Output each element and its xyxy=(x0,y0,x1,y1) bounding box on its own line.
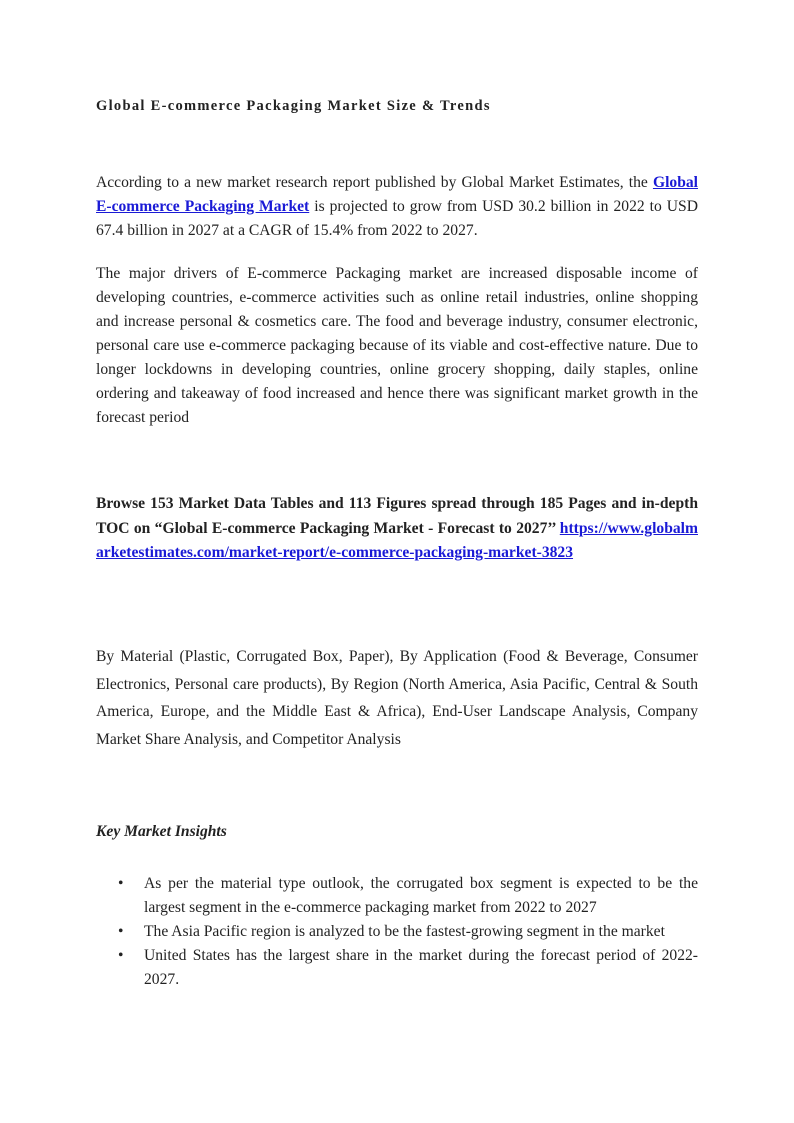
drivers-paragraph: The major drivers of E-commerce Packaging market are increased disposable income of developing countries, e-commerce activities such as online retail industries, online shopping and increase personal & cosmetics care. The food and beverage industry, consumer electronic, personal care use e-commerce packaging because of its viable and cost-effective nature. Due to longer lockdowns in developing countries, online grocery shopping, daily staples, online ordering and takeaway of food increased and hence there was significant market growth in the forecast period xyxy=(96,265,698,426)
bullet-icon: • xyxy=(118,875,124,892)
list-item xyxy=(96,920,698,944)
bullet-icon: • xyxy=(118,947,124,964)
list-item-text: As per the material type outlook, the corrugated box segment is expected to be the largest segment in the e-commerce packaging market from 2022 to 2027 xyxy=(144,875,698,916)
insights-heading: Key Market Insights xyxy=(96,823,227,840)
list-item-text: United States has the largest share in the market during the forecast period of 2022-2027. xyxy=(144,947,698,988)
market-link[interactable]: Global E-commerce Packaging Market xyxy=(96,174,698,215)
insights-list xyxy=(96,872,698,992)
list-item xyxy=(96,872,698,920)
list-item-text: The Asia Pacific region is analyzed to be the fastest-growing segment in the market xyxy=(144,923,665,940)
browse-text: Browse 153 Market Data Tables and 113 Figures spread through 185 Pages and in-depth TOC on “Global E-commerce Packaging Market - Forecast to 2027’’ xyxy=(96,495,698,537)
page-title: Global E-commerce Packaging Market Size & Trends xyxy=(96,98,491,114)
report-url-link[interactable]: https://www.globalmarketestimates.com/market-report/e-commerce-packaging-market-3823 xyxy=(96,519,698,561)
intro-text: According to a new market research report published by Global Market Estimates, the xyxy=(96,174,653,191)
bullet-icon: • xyxy=(118,923,124,940)
list-item xyxy=(96,944,698,992)
browse-paragraph xyxy=(96,492,698,566)
segmentation-paragraph: By Material (Plastic, Corrugated Box, Paper), By Application (Food & Beverage, Consumer Electronics, Personal care products), By Region (North America, Asia Pacific, Central & South America, Europe, and the Middle East & Africa), End-User Landscape Analysis, Company Market Share Analysis, and Competitor Analysis xyxy=(96,648,698,749)
intro-paragraph xyxy=(96,171,698,243)
intro-text-end: is projected to grow from USD 30.2 billion in 2022 to USD 67.4 billion in 2027 at a CAGR of 15.4% from 2022 to 2027. xyxy=(96,198,698,239)
